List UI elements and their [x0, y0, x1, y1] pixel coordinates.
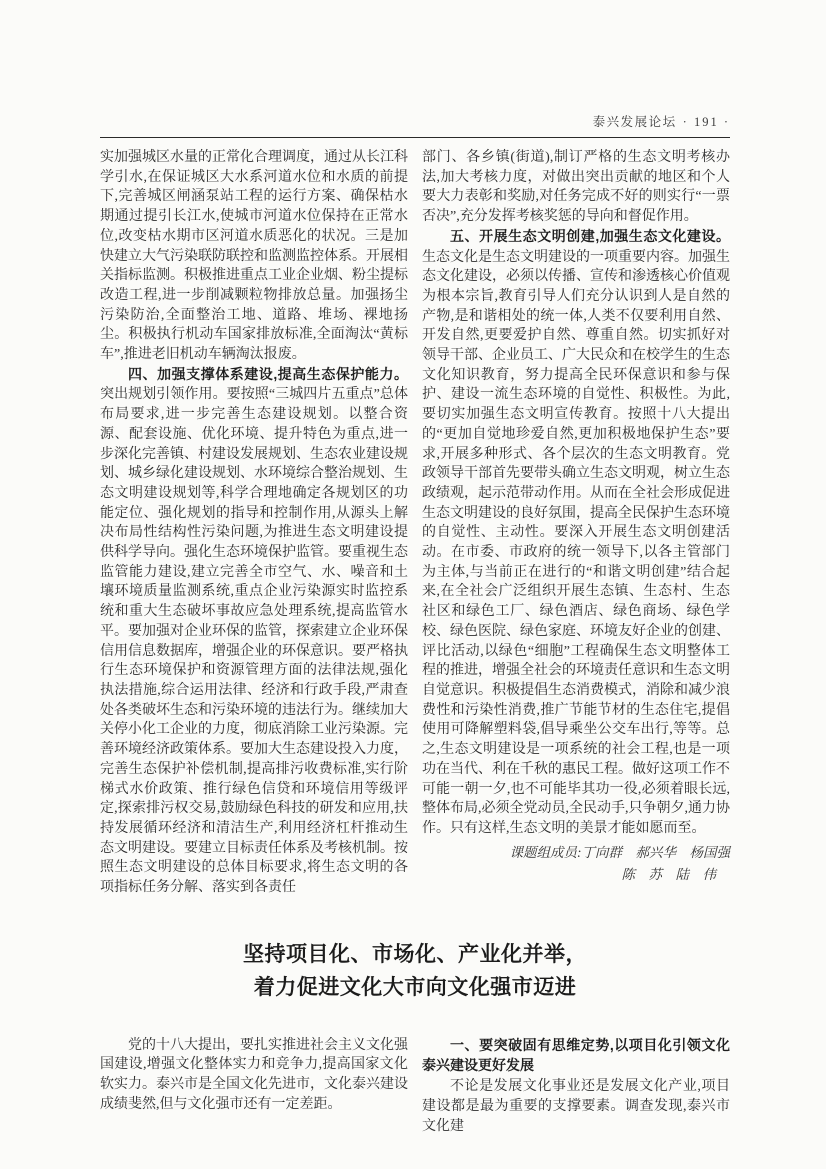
article-title-line-2: 着力促进文化大市向文化强市迈进	[253, 975, 577, 999]
article-culture-section	[100, 1036, 730, 1137]
paragraph-section-4	[100, 365, 408, 898]
paragraph-text: 不论是发展文化事业还是发展文化产业,项目建设都是最为重要的支撑要素。调查发现,泰兴市文化建	[422, 1079, 730, 1134]
paragraph-body	[422, 1077, 730, 1136]
article2-right-column	[422, 1036, 730, 1137]
paragraph-intro	[100, 1036, 408, 1115]
paragraph-continuation	[422, 148, 730, 227]
article1-left-column	[100, 148, 408, 898]
paragraph-section-5	[422, 227, 730, 839]
article2-left-column	[100, 1036, 408, 1137]
paragraph-text: 突出规划引领作用。要按照“三城四片五重点”总体布局要求,进一步完善生态建设规划。以整合资源、配套设施、优化环境、提升特色为重点,进一步深化完善镇、村建设发展规划、生态农业建设规划、城乡绿化建设规划、水环境综合整治规划、生态文明建设规划等,科学合理地确定各规划区的功能定位、强化规划的指导和控制作用,从源头上解决布局性结构性污染问题,为推进生态文明建设提供科学导向。强化生态环境保护监管。要重视生态监管能力建设,建立完善全市空气、水、噪音和土壤环境质量监测系统,重点企业污染源实时监控系统和重大生态破坏事故应急处理系统,提高监管水平。要加强对企业环保的监管，探索建立企业环保信用信息数据库，增强企业的环保意识。要严格执行生态环境保护和资源管理方面的法律法规,强化执法措施,综合运用法律、经济和行政手段,严肃查处各类破坏生态和污染环境的违法行为。继续加大关停小化工企业的力度，彻底消除工业污染源。完善环境经济政策体系。要加大生态建设投入力度，完善生态保护补偿机制,提高排污收费标准,实行阶梯式水价政策、推行绿色信贷和环境信用等级评定,探索排污权交易,鼓励绿色科技的研发和应用,扶持发展循环经济和清洁生产,利用经济杠杆推动生态文明建设。要建立目标责任体系及考核机制。按照生态文明建设的总体目标要求,将生态文明的各项指标任务分解、落实到各责任	[100, 387, 408, 896]
article-ecology-section	[100, 148, 730, 898]
paragraph-text: 部门、各乡镇(街道),制订严格的生态文明考核办法,加大考核力度，对做出突出贡献的地区和个人要大力表彰和奖励,对任务完成不好的则实行“一票否决”,充分发挥考核奖惩的导向和督促作用。	[422, 150, 730, 225]
paragraph-text: 实加强城区水量的正常化合理调度，通过从长江科学引水,在保证城区大水系河道水位和水质的前提下,完善城区闸涵泵站工程的运行方案、确保枯水期通过提引长江水,使城市河道水位保持在正常水位,改变枯水期市区河道水质恶化的状况。三是加快建立大气污染联防联控和监测监控体系。开展相关指标监测。积极推进重点工业企业烟、粉尘提标改造工程,进一步削减颗粒物排放总量。加强扬尘污染防治,全面整治工地、道路、堆场、裸地扬尘。积极执行机动车国家排放标准,全面淘汰“黄标车”,推进老旧机动车辆淘汰报废。	[100, 150, 408, 363]
paragraph-continuation	[100, 148, 408, 365]
running-head: 泰兴发展论坛	[592, 115, 677, 129]
section-heading-4: 四、加强支撑体系建设,提高生态保护能力。	[128, 365, 408, 382]
credits-line-1: 课题组成员:丁向群 郝兴华 杨国强	[509, 844, 730, 860]
paragraph-text: 生态文化是生态文明建设的一项重要内容。加强生态文化建设，必须以传播、宣传和渗透核心价值观为根本宗旨,教育引导人们充分认识到人是自然的产物,是和谐相处的统一体,人类不仅要利用自然、开发自然,更要爱护自然、尊重自然。切实抓好对领导干部、企业员工、广大民众和在校学生的生态文化知识教育，努力提高全民环保意识和参与保护、建设一流生态环境的自觉性、积极性。为此,要切实加强生态文明宣传教育。按照十八大提出的“更加自觉地珍爱自然,更加积极地保护生态”要求,开展多种形式、各个层次的生态文明教育。党政领导干部首先要带头确立生态文明观，树立生态政绩观，起示范带动作用。从而在全社会形成促进生态文明建设的良好氛围，提高全民保护生态环境的自觉性、主动性。要深入开展生态文明创建活动。在市委、市政府的统一领导下,以各主管部门为主体,与当前正在进行的“和谐文明创建”结合起来,在全社会广泛组织开展生态镇、生态村、生态社区和绿色工厂、绿色酒店、绿色商场、绿色学校、绿色医院、绿色家庭、环境友好企业的创建、评比活动,以绿色“细胞”工程确保生态文明整体工程的推进，增强全社会的环境责任意识和生态文明自觉意识。积极提倡生态消费模式，消除和减少浪费性和污染性消费,推广节能节材的生态住宅,提倡使用可降解塑料袋,倡导乘坐公交车出行,等等。总之,生态文明建设是一项系统的社会工程,也是一项功在当代、利在千秋的惠民工程。做好这项工作不可能一朝一夕,也不可能毕其功一役,必须着眼长远,整体布局,必须全党动员,全民动手,只争朝夕,通力协作。只有这样,生态文明的美景才能如愿而至。	[422, 249, 730, 836]
page-header	[100, 112, 730, 130]
credits-line-2: 陈 苏 陆 伟	[621, 866, 716, 882]
section-heading-5: 五、开展生态文明创建,加强生态文化建设。	[450, 227, 730, 244]
paragraph-section-heading-1	[422, 1036, 730, 1077]
article1-right-column	[422, 148, 730, 898]
section-heading-1: 一、要突破固有思维定势,以项目化引领文化泰兴建设更好发展	[422, 1036, 730, 1074]
article-title-line-1: 坚持项目化、市场化、产业化并举，	[243, 942, 587, 966]
header-rule	[100, 137, 730, 138]
paragraph-text: 党的十八大提出，要扎实推进社会主义文化强国建设,增强文化整体实力和竞争力,提高国家文化软实力。泰兴市是全国文化先进市，文化泰兴建设成绩斐然,但与文化强市还有一定差距。	[100, 1037, 408, 1112]
article-title	[100, 938, 730, 1004]
page-number: · 191 ·	[682, 115, 730, 129]
